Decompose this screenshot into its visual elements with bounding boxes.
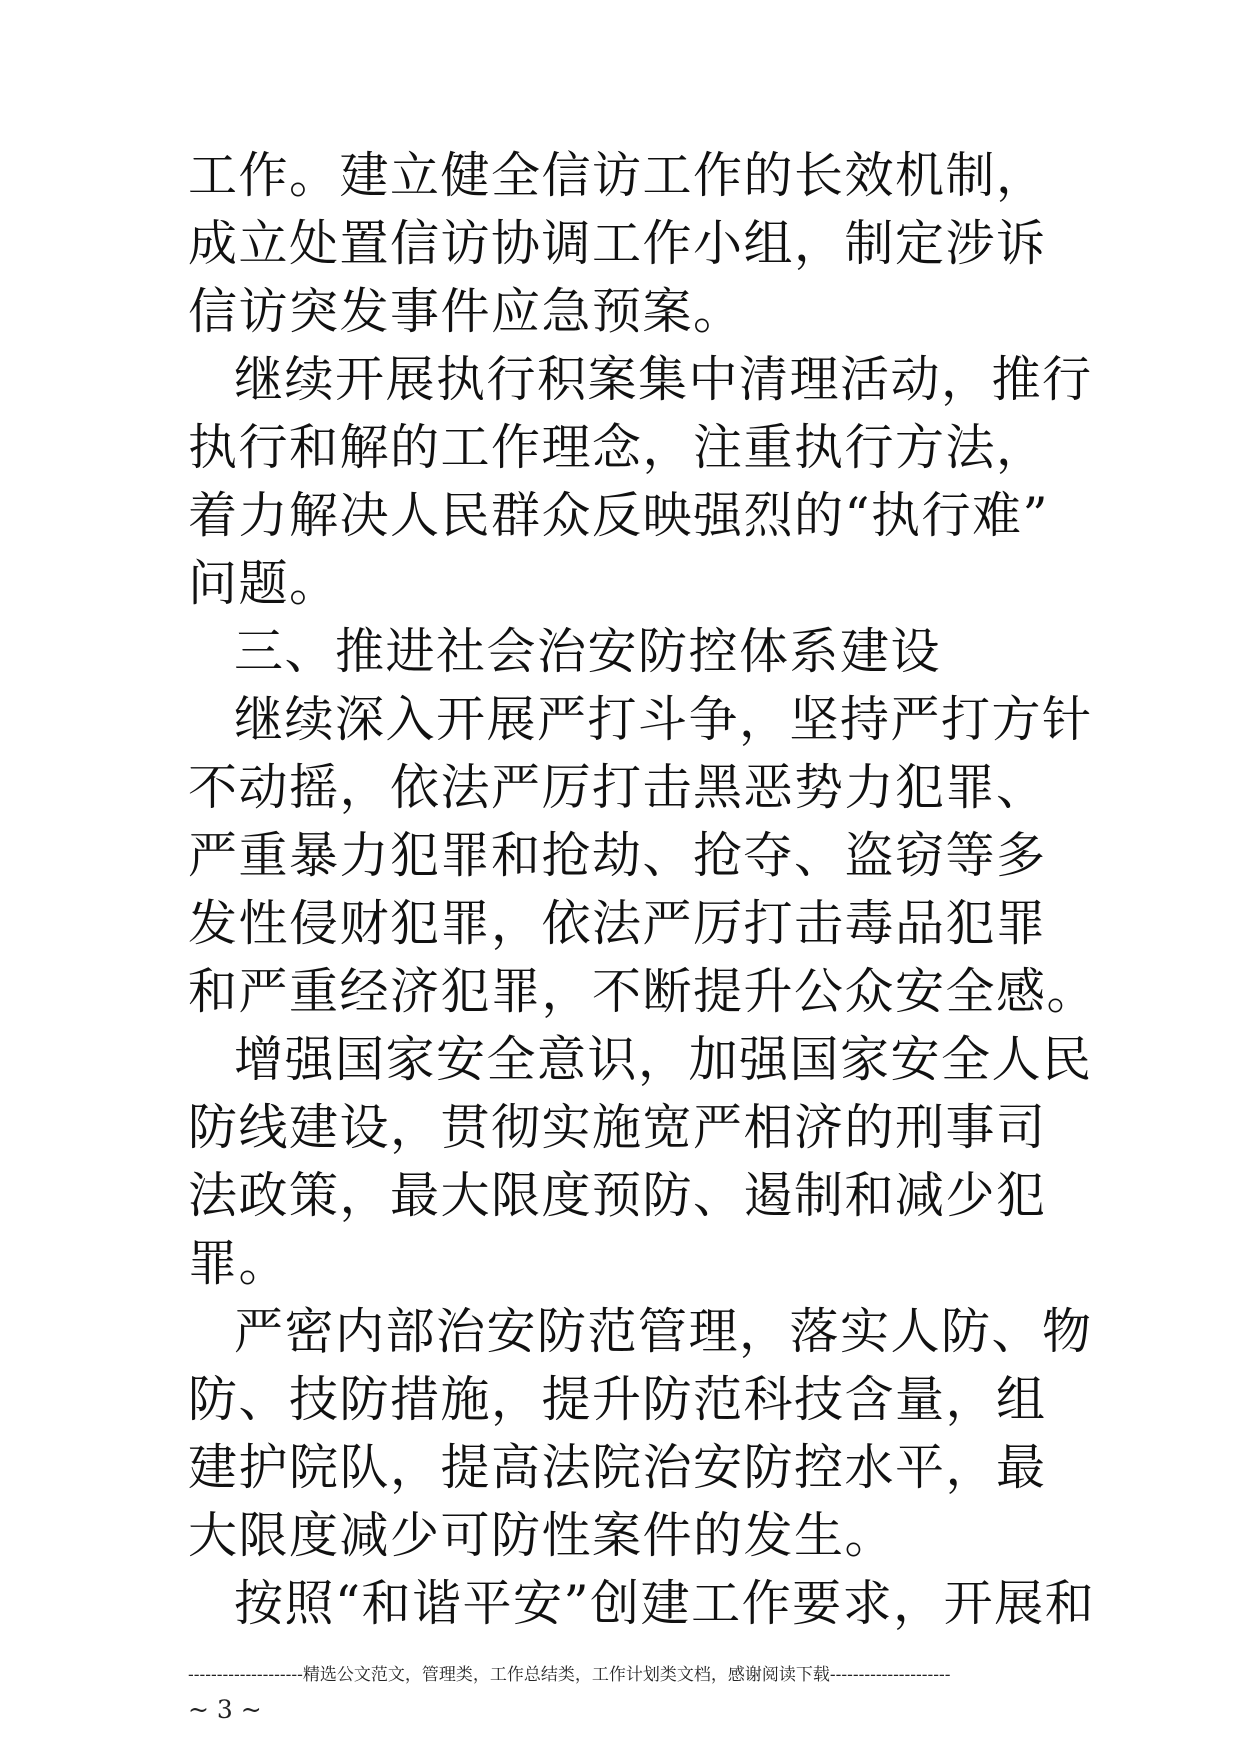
text-line: 严密内部治安防范管理，落实人防、物 xyxy=(234,1303,1093,1360)
text-line: 增强国家安全意识，加强国家安全人民 xyxy=(234,1031,1093,1088)
text-line: 三、推进社会治安防控体系建设 xyxy=(234,623,942,680)
text-line: 工作。建立健全信访工作的长效机制， xyxy=(188,147,1047,204)
text-line: 信访突发事件应急预案。 xyxy=(188,283,744,340)
text-line: 执行和解的工作理念，注重执行方法， xyxy=(188,419,1047,476)
text-line: 继续开展执行积案集中清理活动，推行 xyxy=(234,351,1093,408)
text-line: 法政策，最大限度预防、遏制和减少犯 xyxy=(188,1167,1047,1224)
text-line: 防、技防措施，提升防范科技含量，组 xyxy=(188,1371,1047,1428)
body-text xyxy=(188,142,1098,1638)
text-line: 按照“和谐平安”创建工作要求，开展和 xyxy=(234,1575,1096,1632)
text-line: 成立处置信访协调工作小组，制定涉诉 xyxy=(188,215,1047,272)
text-line: 问题。 xyxy=(188,555,340,612)
text-line: 防线建设，贯彻实施宽严相济的刑事司 xyxy=(188,1099,1047,1156)
page-number: ~ 3 ~ xyxy=(188,1695,262,1724)
text-line: 建护院队，提高法院治安防控水平，最 xyxy=(188,1439,1047,1496)
text-line: 发性侵财犯罪，依法严厉打击毒品犯罪 xyxy=(188,895,1047,952)
text-line: 和严重经济犯罪，不断提升公众安全感。 xyxy=(188,963,1098,1020)
text-line: 罪。 xyxy=(188,1235,290,1292)
text-line: 继续深入开展严打斗争，坚持严打方针 xyxy=(234,691,1093,748)
text-line: 严重暴力犯罪和抢劫、抢夺、盗窃等多 xyxy=(188,827,1047,884)
text-line: 不动摇，依法严厉打击黑恶势力犯罪、 xyxy=(188,759,1047,816)
text-line: 大限度减少可防性案件的发生。 xyxy=(188,1507,896,1564)
text-line: 着力解决人民群众反映强烈的“执行难” xyxy=(188,487,1050,544)
footer-note: --------------------精选公文范文，管理类，工作总结类，工作计划类文档，感谢阅读下载--------------------- xyxy=(188,1665,951,1685)
